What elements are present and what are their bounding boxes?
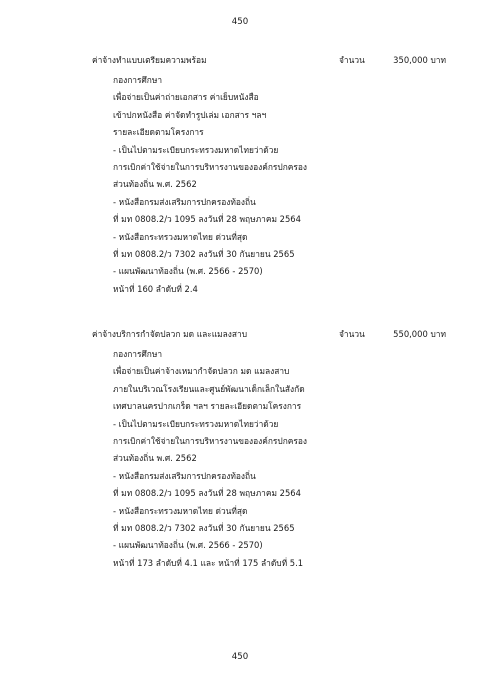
detail-line: กองการศึกษา (113, 349, 163, 359)
detail-line: - หนังสือกระทรวงมหาดไทย ด่วนที่สุด (113, 231, 248, 242)
item-title: ค่าจ้างทำแบบเตรียมความพร้อม (92, 55, 207, 65)
detail-line: เทศบาลนครปากเกร็ด ฯลฯ รายละเอียดตามโครงการ (113, 401, 302, 412)
detail-line: - หนังสือกรมส่งเสริมการปกครองท้องถิ่น (113, 470, 256, 481)
detail-line: - แผนพัฒนาท้องถิ่น (พ.ศ. 2566 - 2570) (113, 540, 263, 551)
item-title: ค่าจ้างบริการกำจัดปลวก มด และแมลงสาบ (92, 329, 248, 339)
detail-line: ส่วนท้องถิ่น พ.ศ. 2562 (113, 453, 197, 464)
detail-line: ที่ มท 0808.2/ว 7302 ลงวันที่ 30 กันยายน 2565 (113, 522, 295, 533)
detail-line: การเบิกค่าใช้จ่ายในการบริหารงานขององค์กรปกครอง (113, 435, 307, 446)
detail-line: การเบิกค่าใช้จ่ายในการบริหารงานขององค์กรปกครอง (113, 161, 307, 172)
page-number-top: 450 (231, 17, 249, 27)
quantity-label: จำนวน (339, 329, 365, 339)
detail-line: ที่ มท 0808.2/ว 7302 ลงวันที่ 30 กันยายน 2565 (113, 248, 295, 259)
detail-line: ส่วนท้องถิ่น พ.ศ. 2562 (113, 179, 197, 190)
detail-line: หน้าที่ 160 ลำดับที่ 2.4 (113, 283, 198, 294)
detail-line: กองการศึกษา (113, 75, 163, 85)
detail-line: ภายในบริเวณโรงเรียนและศูนย์พัฒนาเด็กเล็กในสังกัด (113, 383, 305, 394)
item-details (113, 347, 307, 573)
detail-line: ที่ มท 0808.2/ว 1095 ลงวันที่ 28 พฤษภาคม 2564 (113, 214, 301, 225)
detail-line: - หนังสือกรมส่งเสริมการปกครองท้องถิ่น (113, 196, 256, 207)
item-details (113, 73, 307, 299)
detail-line: เพื่อจ่ายเป็นค่าจ้างเหมากำจัดปลวก มด แมลงสาบ (113, 366, 290, 377)
detail-line: - แผนพัฒนาท้องถิ่น (พ.ศ. 2566 - 2570) (113, 266, 263, 277)
detail-line: ที่ มท 0808.2/ว 1095 ลงวันที่ 28 พฤษภาคม 2564 (113, 488, 301, 499)
page-number-bottom: 450 (231, 652, 249, 662)
detail-line: หน้าที่ 173 ลำดับที่ 4.1 และ หน้าที่ 175 ลำดับที่ 5.1 (113, 557, 304, 568)
item-amount: 350,000 บาท (393, 55, 446, 65)
detail-line: - เป็นไปตามระเบียบกระทรวงมหาดไทยว่าด้วย (113, 144, 279, 155)
item-amount: 550,000 บาท (393, 329, 446, 339)
quantity-label: จำนวน (339, 55, 365, 65)
detail-line: - หนังสือกระทรวงมหาดไทย ด่วนที่สุด (113, 505, 248, 516)
detail-line: เข้าปกหนังสือ ค่าจัดทำรูปเล่ม เอกสาร ฯลฯ (113, 109, 267, 120)
detail-line: รายละเอียดตามโครงการ (113, 127, 204, 138)
detail-line: เพื่อจ่ายเป็นค่าถ่ายเอกสาร ค่าเย็บหนังสือ (113, 92, 259, 103)
detail-line: - เป็นไปตามระเบียบกระทรวงมหาดไทยว่าด้วย (113, 418, 279, 429)
